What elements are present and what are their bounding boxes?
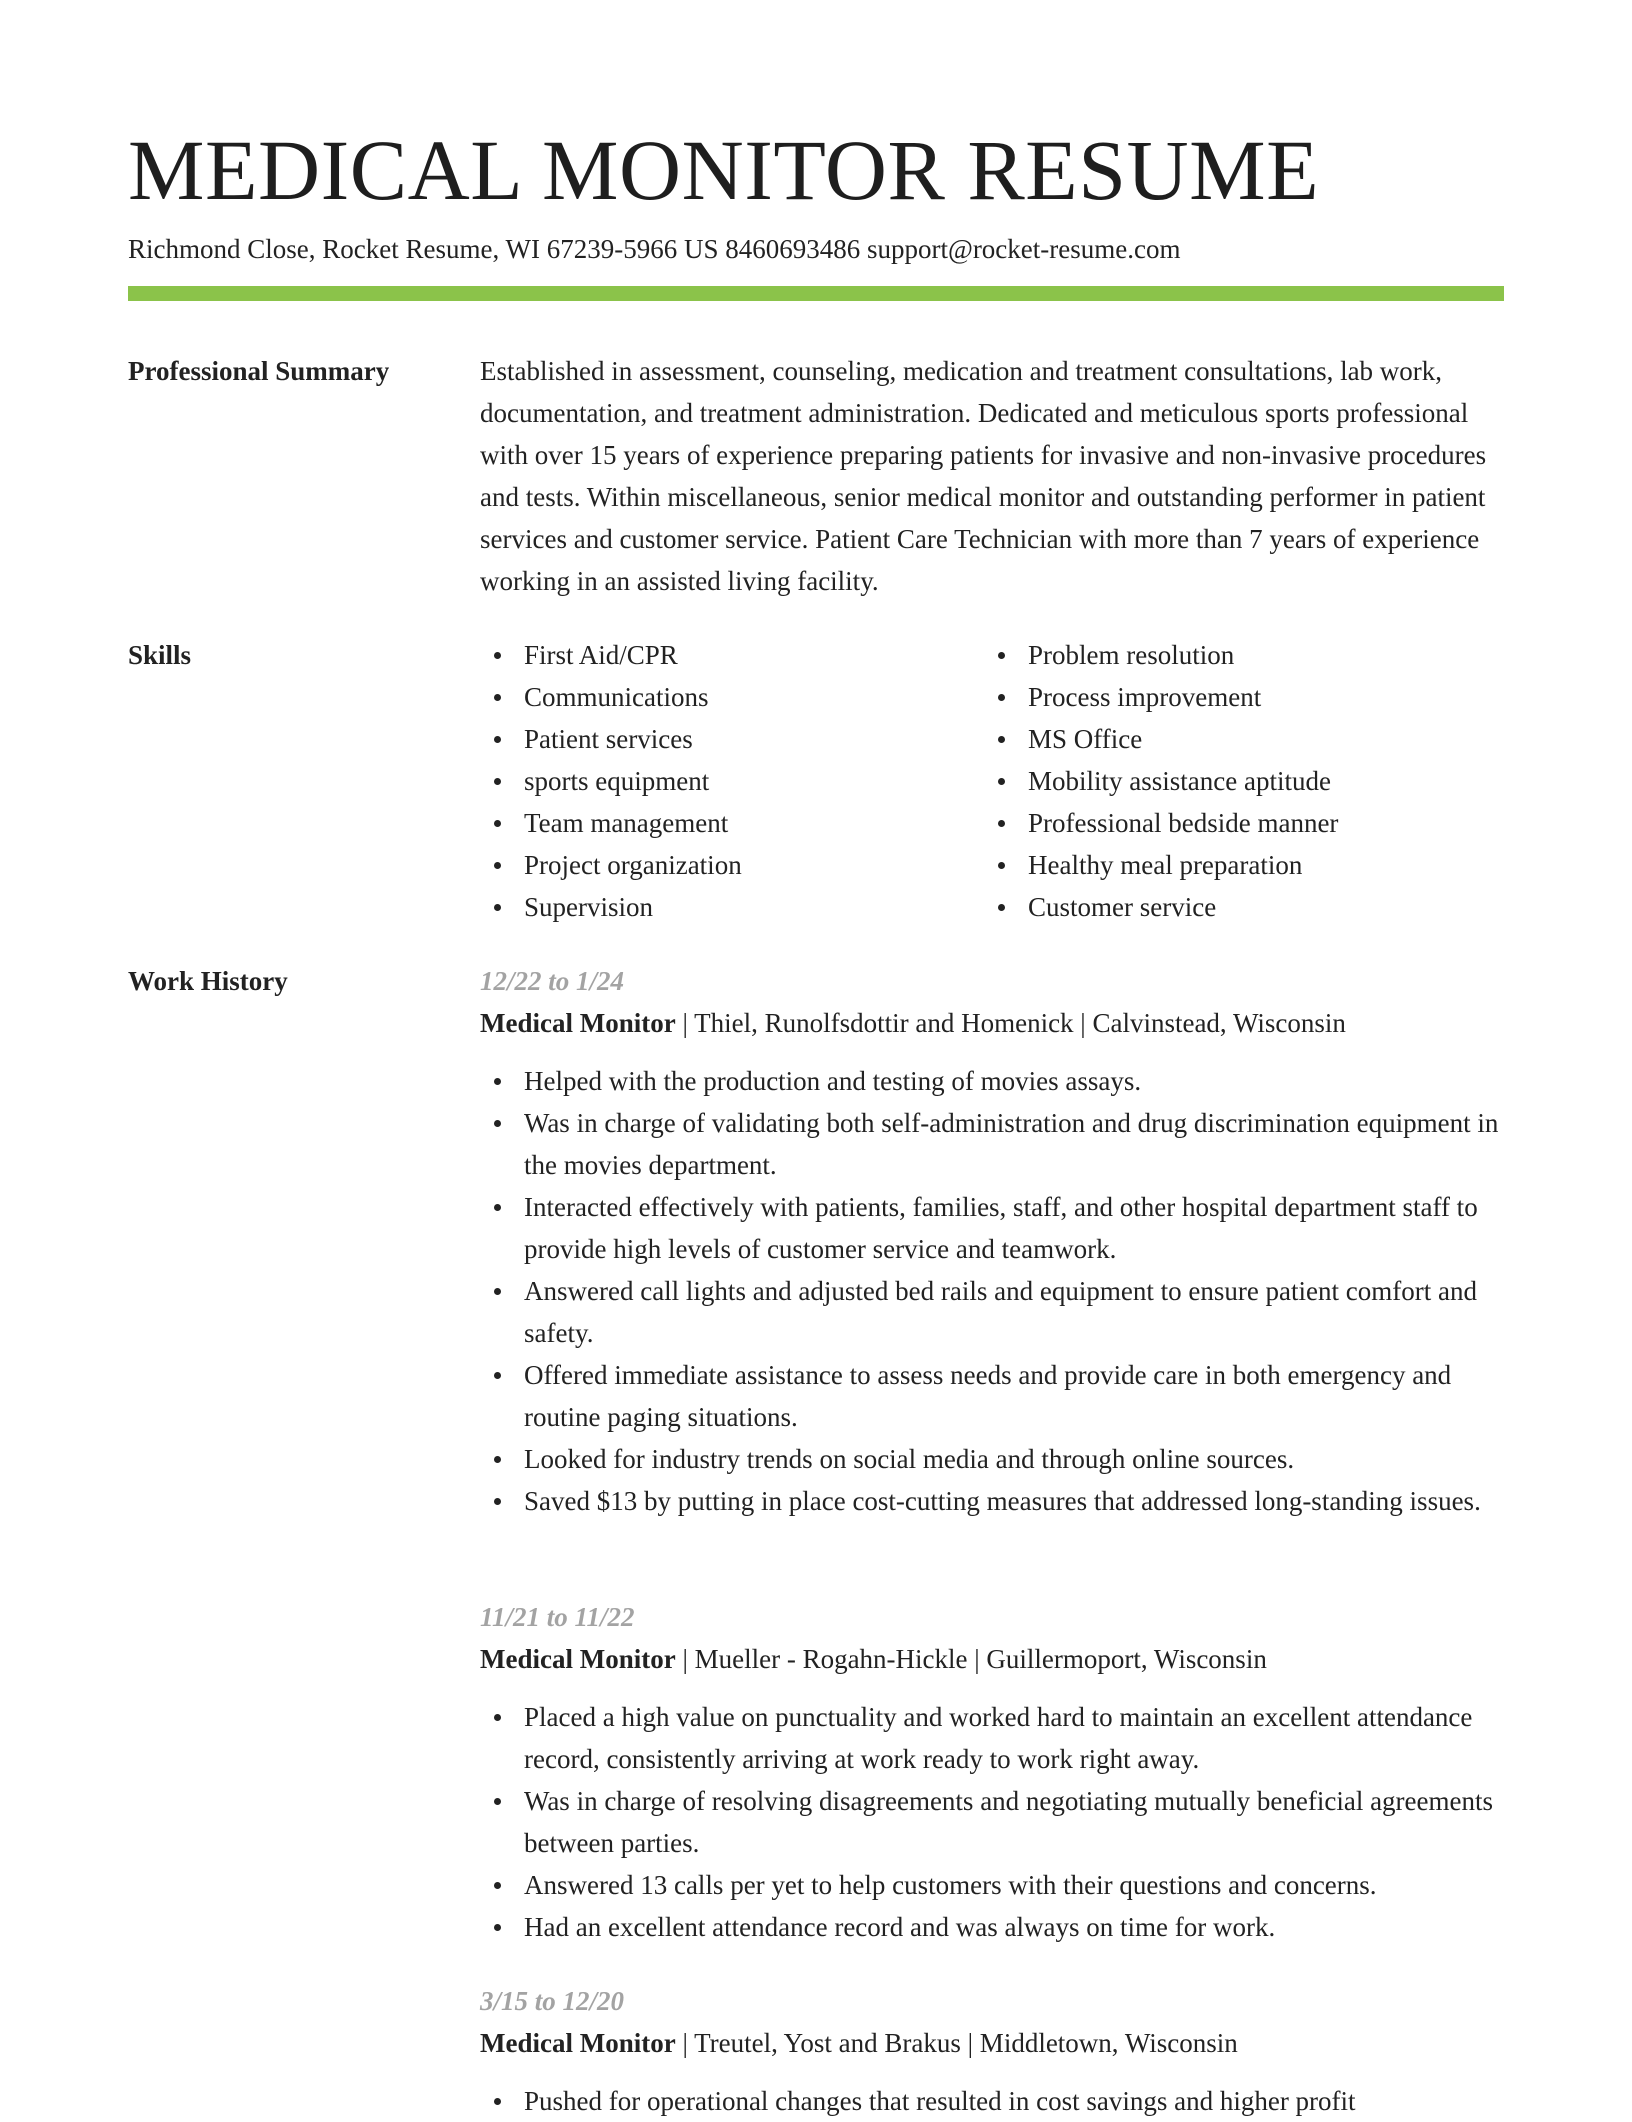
skill-item: Communications — [480, 676, 980, 718]
job-bullet: Answered 13 calls per yet to help customers with their questions and concerns. — [480, 1864, 1504, 1906]
skill-item: sports equipment — [480, 760, 980, 802]
summary-heading: Professional Summary — [128, 356, 390, 386]
job-role: Medical Monitor — [480, 1008, 676, 1038]
job-employer-location: | Thiel, Runolfsdottir and Homenick | Calvinstead, Wisconsin — [675, 1008, 1346, 1038]
skill-item: Process improvement — [984, 676, 1484, 718]
job-dates: 11/21 to 11/22 — [480, 1602, 635, 1632]
job-bullets — [480, 2080, 1504, 2122]
job-bullets — [480, 1696, 1504, 1948]
summary-text: Established in assessment, counseling, medication and treatment consultations, lab work, documentation, and treatment administration. Dedicated and meticulous sports professional with over 15 years of experience preparing patients for invasive and non-invasive procedures and tests. Within miscellaneous, senior medical monitor and outstanding performer in patient services and customer service. Patient Care Technician with more than 7 years of experience working in an assisted living facility. — [480, 356, 1487, 596]
job-role: Medical Monitor — [480, 1644, 676, 1674]
job-entry — [480, 1596, 1504, 1948]
job-bullet: Interacted effectively with patients, families, staff, and other hospital department staff to provide high levels of customer service and teamwork. — [480, 1186, 1504, 1270]
skill-item: Healthy meal preparation — [984, 844, 1484, 886]
job-employer-location: | Treutel, Yost and Brakus | Middletown, Wisconsin — [675, 2028, 1238, 2058]
skill-item: Project organization — [480, 844, 980, 886]
job-bullet: Was in charge of validating both self-administration and drug discrimination equipment in the movies department. — [480, 1102, 1504, 1186]
job-bullet: Had an excellent attendance record and was always on time for work. — [480, 1906, 1504, 1948]
skill-item: Professional bedside manner — [984, 802, 1484, 844]
skill-item: Problem resolution — [984, 634, 1484, 676]
skill-item: Team management — [480, 802, 980, 844]
job-bullet: Answered call lights and adjusted bed rails and equipment to ensure patient comfort and safety. — [480, 1270, 1504, 1354]
job-bullet: Offered immediate assistance to assess needs and provide care in both emergency and routine paging situations. — [480, 1354, 1504, 1438]
job-entry — [480, 960, 1504, 1522]
work-history-heading: Work History — [128, 966, 288, 996]
accent-divider — [128, 286, 1504, 301]
job-dates: 12/22 to 1/24 — [480, 966, 625, 996]
contact-info: Richmond Close, Rocket Resume, WI 67239-5966 US 8460693486 support@rocket-resume.com — [128, 234, 1181, 264]
resume-title: MEDICAL MONITOR RESUME — [128, 122, 1320, 218]
job-bullet: Saved $13 by putting in place cost-cutting measures that addressed long-standing issues. — [480, 1480, 1504, 1522]
job-bullets — [480, 1060, 1504, 1522]
skills-list-right — [984, 634, 1484, 928]
job-bullet: Placed a high value on punctuality and worked hard to maintain an excellent attendance record, consistently arriving at work ready to work right away. — [480, 1696, 1504, 1780]
job-title-line — [480, 1638, 1504, 1680]
job-employer-location: | Mueller - Rogahn-Hickle | Guillermoport, Wisconsin — [675, 1644, 1267, 1674]
skill-item: Customer service — [984, 886, 1484, 928]
job-title-line — [480, 1002, 1504, 1044]
job-role: Medical Monitor — [480, 2028, 676, 2058]
skill-item: Patient services — [480, 718, 980, 760]
job-title-line — [480, 2022, 1504, 2064]
job-entry — [480, 1980, 1504, 2122]
skills-heading: Skills — [128, 640, 192, 670]
skill-item: MS Office — [984, 718, 1484, 760]
job-bullet: Pushed for operational changes that resulted in cost savings and higher profit — [480, 2080, 1504, 2122]
skill-item: Supervision — [480, 886, 980, 928]
job-bullet: Helped with the production and testing of movies assays. — [480, 1060, 1504, 1102]
job-dates: 3/15 to 12/20 — [480, 1986, 625, 2016]
job-bullet: Was in charge of resolving disagreements and negotiating mutually beneficial agreements between parties. — [480, 1780, 1504, 1864]
job-bullet: Looked for industry trends on social media and through online sources. — [480, 1438, 1504, 1480]
skill-item: Mobility assistance aptitude — [984, 760, 1484, 802]
skills-list-left — [480, 634, 980, 928]
skill-item: First Aid/CPR — [480, 634, 980, 676]
